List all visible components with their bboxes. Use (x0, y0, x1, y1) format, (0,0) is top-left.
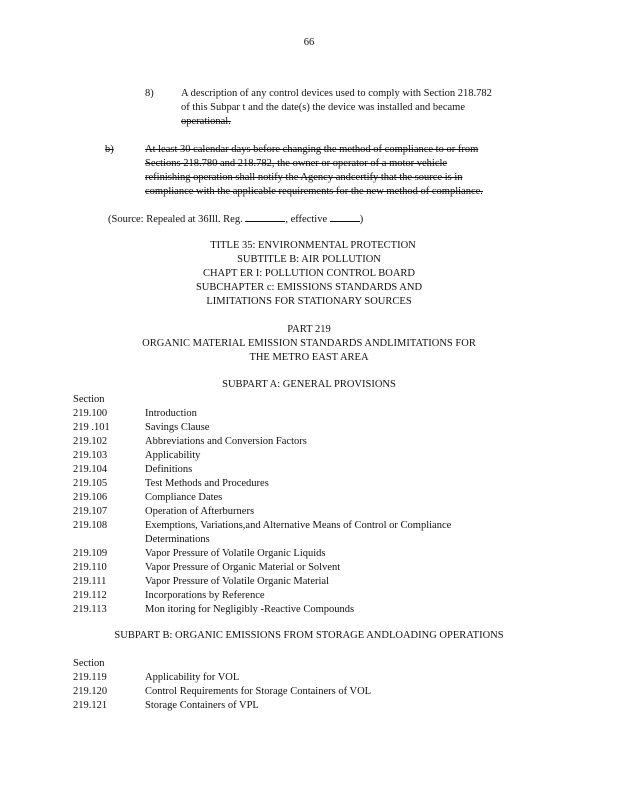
subchapter-heading: SUBCHAPTER c: EMISSIONS STANDARDS AND (195, 282, 423, 293)
item-b-line-4: compliance with the applicable requirements for the new method of compliance. (145, 186, 483, 197)
part-title-line-2: THE METRO EAST AREA (249, 352, 369, 363)
title-heading: TITLE 35: ENVIRONMENTAL PROTECTION (210, 240, 416, 251)
source-note (108, 212, 363, 227)
subpart-b-section-label: Section (73, 658, 105, 669)
item-b-label: b) (105, 144, 114, 155)
source-note-suffix: ) (359, 214, 364, 225)
subpart-b-heading: SUBPART B: ORGANIC EMISSIONS FROM STORAGE ANDLOADING OPERATIONS (114, 630, 504, 641)
item-b-line-1: At least 30 calendar days before changing the method of compliance to or from (145, 144, 479, 155)
register-blank (245, 212, 285, 222)
source-note-prefix: (Source: Repealed at 36Ill. Reg. (108, 214, 243, 225)
subpart-a-section-label: Section (73, 394, 105, 405)
item-b-line-2: Sections 218.780 and 218.782, the owner or operator of a motor vehicle (145, 158, 448, 169)
item-8-line-2: of this Subpar t and the date(s) the device was installed and became (181, 102, 465, 113)
chapter-heading: CHAPT ER I: POLLUTION CONTROL BOARD (202, 268, 416, 279)
item-8-line-1: A description of any control devices used to comply with Section 218.782 (181, 88, 492, 99)
item-8-label: 8) (145, 88, 154, 99)
item-b-line-3: refinishing operation shall notify the Agency andcertify that the source is in (145, 172, 463, 183)
part-title-line-1: ORGANIC MATERIAL EMISSION STANDARDS ANDLIMITATIONS FOR (142, 338, 476, 349)
item-8-line-3: operational. (181, 116, 231, 127)
effective-blank (330, 212, 360, 222)
subchapter-heading-2: LIMITATIONS FOR STATIONARY SOURCES (206, 296, 412, 307)
subpart-a-heading: SUBPART A: GENERAL PROVISIONS (222, 379, 396, 390)
page-number: 66 (303, 37, 315, 48)
source-note-mid: , effective (285, 214, 328, 225)
subtitle-heading: SUBTITLE B: AIR POLLUTION (237, 254, 381, 265)
part-heading: PART 219 (287, 324, 331, 335)
